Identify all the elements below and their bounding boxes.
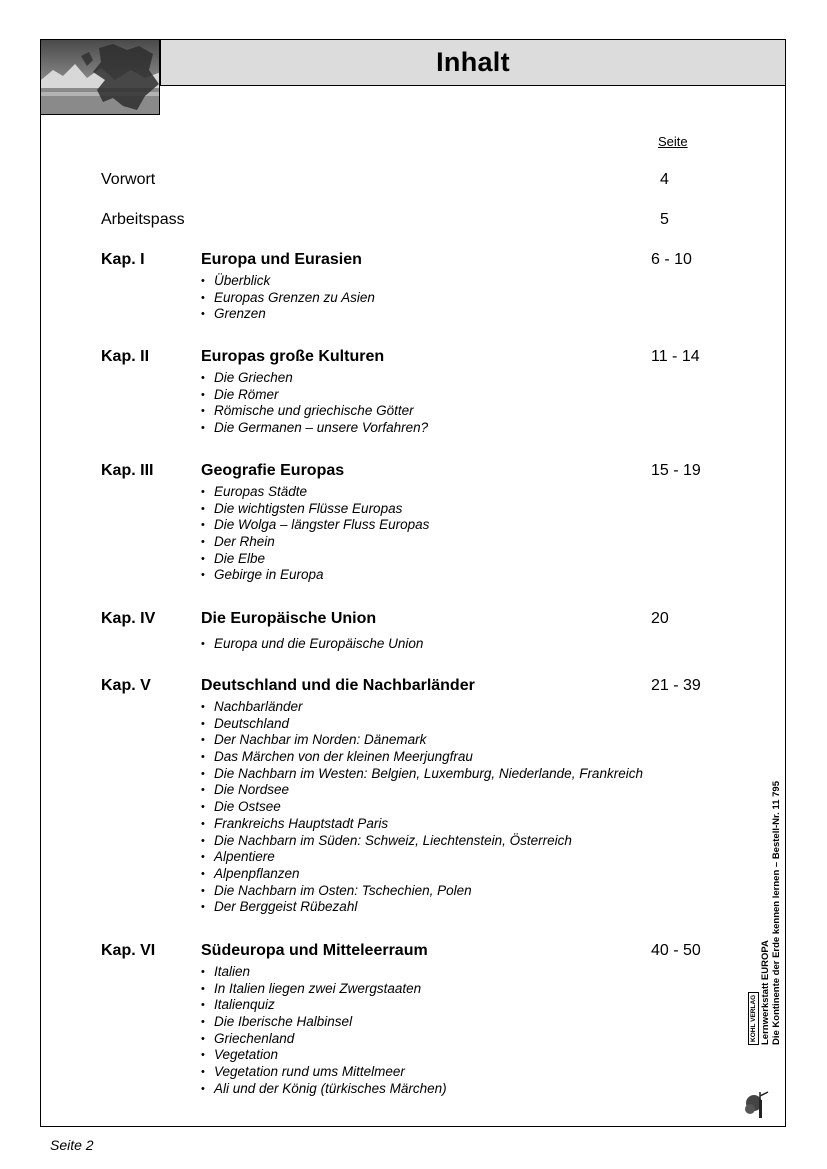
chapter-items bbox=[101, 484, 741, 584]
chapter-5 bbox=[101, 677, 741, 916]
tree-logo-icon bbox=[744, 1090, 776, 1120]
chapter-item: • Europa und die Europäische Union bbox=[201, 636, 741, 653]
chapter-pages: 15 - 19 bbox=[651, 462, 701, 479]
chapter-item: • Die Nachbarn im Westen: Belgien, Luxemburg, Niederlande, Frankreich bbox=[201, 766, 741, 783]
chapter-item: • Frankreichs Hauptstadt Paris bbox=[201, 816, 741, 833]
chapter-number: Kap. V bbox=[101, 677, 151, 694]
chapter-item: • Die Ostsee bbox=[201, 799, 741, 816]
publisher-logo: KOHL VERLAG bbox=[748, 992, 759, 1045]
chapter-item: • Europas Grenzen zu Asien bbox=[201, 290, 741, 307]
chapter-item: • Der Rhein bbox=[201, 534, 741, 551]
chapter-item: • Vegetation rund ums Mittelmeer bbox=[201, 1064, 741, 1081]
chapter-3 bbox=[101, 462, 741, 584]
chapter-title: Deutschland und die Nachbarländer bbox=[201, 677, 475, 694]
chapter-item: • Der Berggeist Rübezahl bbox=[201, 899, 741, 916]
page-title: Inhalt bbox=[436, 47, 510, 77]
chapter-item: • Grenzen bbox=[201, 306, 741, 323]
chapter-item: • Alpentiere bbox=[201, 849, 741, 866]
chapter-items bbox=[101, 370, 741, 437]
chapter-item: • Die Iberische Halbinsel bbox=[201, 1014, 741, 1031]
sidebar-publisher-info bbox=[748, 781, 827, 1045]
chapter-item: • Deutschland bbox=[201, 716, 741, 733]
chapter-item: • Italienquiz bbox=[201, 997, 741, 1014]
chapter-item: • Die Griechen bbox=[201, 370, 741, 387]
chapter-number: Kap. I bbox=[101, 251, 145, 268]
toc-entry-page: 4 bbox=[660, 171, 669, 188]
chapter-item: • Italien bbox=[201, 964, 741, 981]
chapter-1 bbox=[101, 251, 741, 323]
chapter-items bbox=[101, 699, 741, 916]
chapter-2 bbox=[101, 348, 741, 437]
chapter-number: Kap. II bbox=[101, 348, 150, 365]
chapter-item: • Griechenland bbox=[201, 1031, 741, 1048]
chapter-items bbox=[101, 964, 741, 1098]
chapter-pages: 40 - 50 bbox=[651, 942, 701, 959]
chapter-pages: 6 - 10 bbox=[651, 251, 692, 268]
toc-entry-label: Arbeitspass bbox=[101, 211, 185, 228]
chapter-item: • Nachbarländer bbox=[201, 699, 741, 716]
chapter-item: • Die Nachbarn im Osten: Tschechien, Polen bbox=[201, 883, 741, 900]
chapter-item: • Die wichtigsten Flüsse Europas bbox=[201, 501, 741, 518]
chapter-item: • Die Elbe bbox=[201, 551, 741, 568]
header-bar bbox=[160, 39, 786, 86]
chapter-item: • Alpenpflanzen bbox=[201, 866, 741, 883]
chapter-item: • Die Römer bbox=[201, 387, 741, 404]
chapter-item: • Der Nachbar im Norden: Dänemark bbox=[201, 732, 741, 749]
toc-entry-page: 5 bbox=[660, 211, 669, 228]
chapter-number: Kap. IV bbox=[101, 610, 156, 627]
chapter-title: Europa und Eurasien bbox=[201, 251, 362, 268]
chapter-number: Kap. VI bbox=[101, 942, 156, 959]
chapter-title: Geografie Europas bbox=[201, 462, 345, 479]
toc-entry-label: Vorwort bbox=[101, 171, 156, 188]
chapter-number: Kap. III bbox=[101, 462, 154, 479]
chapter-title: Südeuropa und Mitteleerraum bbox=[201, 942, 428, 959]
chapter-title: Europas große Kulturen bbox=[201, 348, 385, 365]
chapter-items bbox=[101, 636, 741, 653]
chapter-pages: 20 bbox=[651, 610, 669, 627]
chapter-item: • In Italien liegen zwei Zwergstaaten bbox=[201, 981, 741, 998]
chapter-item: • Die Nachbarn im Süden: Schweiz, Liechtenstein, Österreich bbox=[201, 833, 741, 850]
chapter-pages: 11 - 14 bbox=[651, 348, 700, 365]
seite-column-header: Seite bbox=[658, 134, 688, 149]
chapter-item: • Die Wolga – längster Fluss Europas bbox=[201, 517, 741, 534]
sidebar-line-2: Die Kontinente der Erde kennen lernen – Bestell-Nr. 11 795 bbox=[771, 781, 782, 1045]
sidebar-line-1: Lernwerkstatt EUROPA bbox=[759, 940, 771, 1045]
chapter-item: • Gebirge in Europa bbox=[201, 567, 741, 584]
chapter-6 bbox=[101, 942, 741, 1098]
chapter-item: • Die Nordsee bbox=[201, 782, 741, 799]
chapter-item: • Römische und griechische Götter bbox=[201, 403, 741, 420]
chapter-pages: 21 - 39 bbox=[651, 677, 701, 694]
chapter-item: • Europas Städte bbox=[201, 484, 741, 501]
chapter-4 bbox=[101, 610, 741, 653]
chapter-item: • Ali und der König (türkisches Märchen) bbox=[201, 1081, 741, 1098]
footer-page-number: Seite 2 bbox=[50, 1137, 94, 1153]
chapter-items bbox=[101, 273, 741, 323]
chapter-item: • Die Germanen – unsere Vorfahren? bbox=[201, 420, 741, 437]
chapter-title: Die Europäische Union bbox=[201, 610, 377, 627]
chapter-item: • Überblick bbox=[201, 273, 741, 290]
chapter-item: • Das Märchen von der kleinen Meerjungfrau bbox=[201, 749, 741, 766]
chapter-item: • Vegetation bbox=[201, 1047, 741, 1064]
europe-landscape-image bbox=[40, 39, 160, 115]
